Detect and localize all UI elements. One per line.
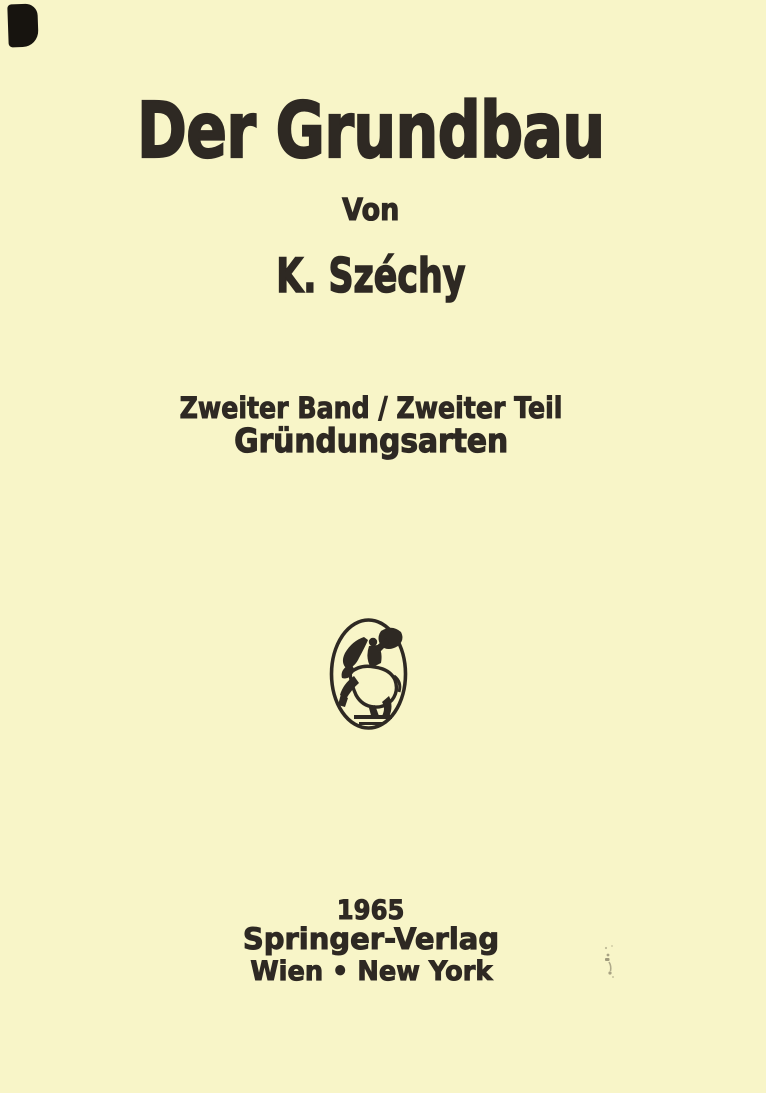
byline-label	[0, 193, 754, 228]
page-title-text: Der Grundbau	[137, 87, 605, 176]
subtitle	[0, 421, 754, 460]
imprint-cities-text: Wien • New York	[249, 956, 493, 987]
imprint-publisher	[0, 922, 754, 956]
subtitle-text: Gründungsarten	[234, 421, 508, 460]
springer-horseman-emblem-icon	[328, 616, 409, 732]
author-name	[0, 249, 754, 304]
page-title	[0, 87, 754, 176]
imprint-year-text: 1965	[337, 895, 405, 926]
volume-line-text: Zweiter Band / Zweiter Teil	[179, 391, 563, 425]
imprint-year	[0, 897, 754, 924]
byline-label-text: Von	[342, 193, 400, 228]
scan-corner-artifact	[7, 3, 38, 47]
volume-line	[0, 391, 754, 425]
imprint-publisher-text: Springer-Verlag	[242, 922, 500, 956]
imprint-cities	[0, 958, 754, 985]
author-name-text: K. Széchy	[276, 249, 466, 304]
pencil-smudge-artifact	[597, 943, 623, 981]
